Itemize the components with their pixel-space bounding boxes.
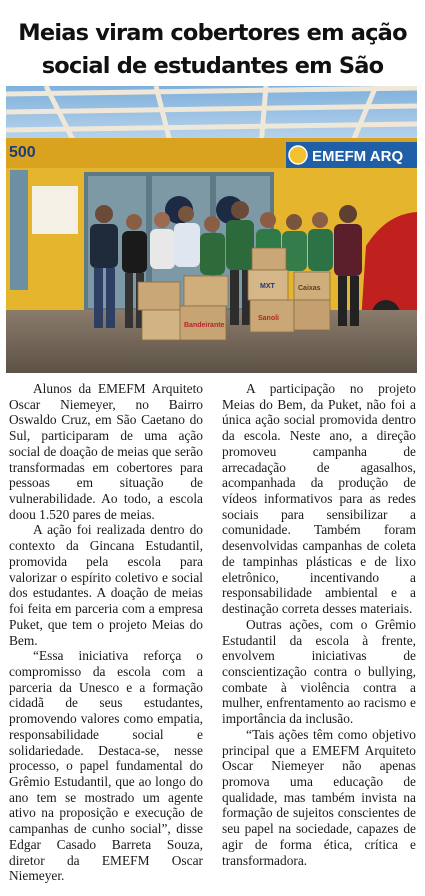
article-paragraph: A participação no projeto Meias do Bem, da Puket, não foi a única ação social promovida dentro da escola. Neste ano, a direção promoveu campanha de arrecadação de agasalhos, acompanhada da produção de vídeos informativos para as redes sociais para sensibilizar a comunidade. Também foram desenvolvidas campanhas de coleta de tampinhas plásticas e de lixo eletrônico, incentivando a responsabilidade ambiental e a destinação correta desses materiais. <box>222 381 416 617</box>
article-paragraph: Outras ações, com o Grêmio Estudantil da escola à frente, envolvem iniciativas de conscientização contra o bullying, combate à violência contra a mulher, enfrentamento ao racismo e importância da inclusão. <box>222 616 416 727</box>
article-headline: Meias viram cobertores em ação social de estudantes em São <box>18 20 407 80</box>
article-column-right <box>222 381 416 868</box>
article-paragraph: A ação foi realizada dentro do contexto da Gincana Estudantil, promovida pela escola para valorizar o espírito coletivo e social dos estudantes. A doação de meias foi feita em parceria com a empresa Puket, que tem o projeto Meias do Bem. <box>9 522 203 648</box>
box-label-2: MXT <box>260 283 275 290</box>
article-paragraph: “Essa iniciativa reforça o compromisso da escola com a parceria da Unesco e a formação cidadã de seus estudantes, promovendo valores como empatia, responsabilidade social e solidariedade. Destaca-se, nesse processo, o papel fundamental do Grêmio Estudantil, que ao longo do ano tem se mostrado um agente ativo na proposição e execução de campanhas de cunho social”, disse Edgar Casado Barreta Souza, diretor da EMEFM Oscar Niemeyer. <box>9 648 203 884</box>
sign-school: EMEFM ARQ <box>312 148 404 165</box>
sign-number: 500 <box>9 144 36 161</box>
article-paragraph: Alunos da EMEFM Arquiteto Oscar Niemeyer, no Bairro Oswaldo Cruz, em São Caetano do Sul, participaram de uma ação social de doação de meias que serão transformadas em cobertores para pessoas em situação de vulnerabilidade. Ao todo, a escola doou 1.520 pares de meias. <box>9 381 203 522</box>
box-label-1: Bandeirante <box>184 322 225 329</box>
box-label-4: Caixas <box>298 285 321 292</box>
box-label-3: Sanoli <box>258 315 280 322</box>
article-column-left <box>9 381 203 884</box>
article-photo <box>6 86 417 373</box>
students-with-donation-boxes-photo <box>6 86 417 373</box>
article-paragraph: “Tais ações têm como objetivo principal que a EMEFM Arquiteto Oscar Niemeyer não apenas promova uma educação de qualidade, mas também invista na formação de sujeitos conscientes de seu papel na sociedade, capazes de agir de forma ética, crítica e transformadora. <box>222 726 416 868</box>
